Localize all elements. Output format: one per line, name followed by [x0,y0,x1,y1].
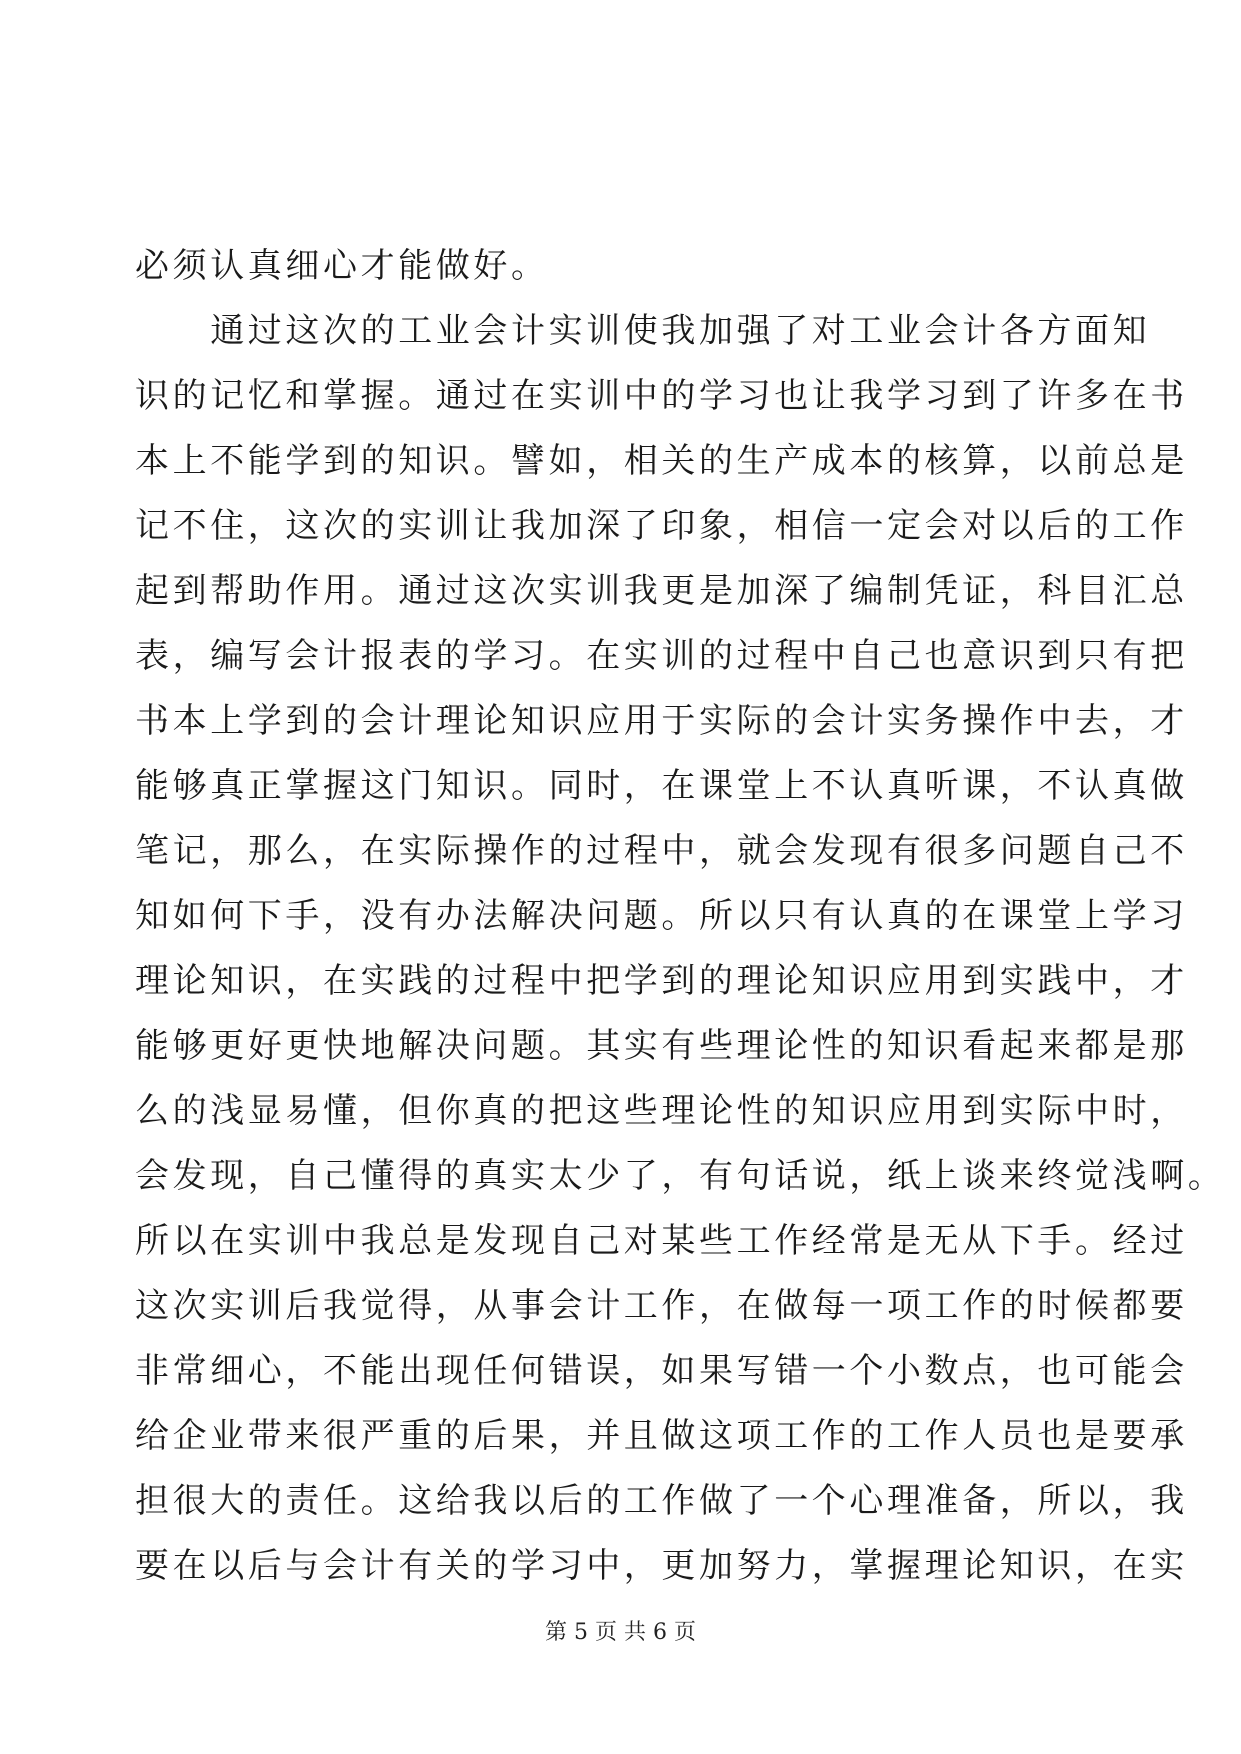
text-line: 书本上学到的会计理论知识应用于实际的会计实务操作中去，才 [135,701,1188,741]
text-line: 知如何下手，没有办法解决问题。所以只有认真的在课堂上学习 [135,896,1188,936]
text-line: 能够真正掌握这门知识。同时，在课堂上不认真听课，不认真做 [135,766,1188,806]
text-line: 么的浅显易懂，但你真的把这些理论性的知识应用到实际中时， [135,1091,1188,1131]
text-line: 本上不能学到的知识。譬如，相关的生产成本的核算，以前总是 [135,441,1188,481]
text-line: 识的记忆和掌握。通过在实训中的学习也让我学习到了许多在书 [135,376,1188,416]
text-line: 给企业带来很严重的后果，并且做这项工作的工作人员也是要承 [135,1416,1188,1456]
page-number-footer: 第 5 页 共 6 页 [545,1620,696,1645]
text-line: 必须认真细心才能做好。 [135,246,549,286]
text-line: 能够更好更快地解决问题。其实有些理论性的知识看起来都是那 [135,1026,1188,1066]
text-line: 记不住，这次的实训让我加深了印象，相信一定会对以后的工作 [135,506,1188,546]
text-line: 要在以后与会计有关的学习中，更加努力，掌握理论知识，在实 [135,1546,1188,1586]
text-line: 通过这次的工业会计实训使我加强了对工业会计各方面知 [135,311,1151,351]
body-text [135,234,1226,1599]
text-line: 起到帮助作用。通过这次实训我更是加深了编制凭证，科目汇总 [135,571,1188,611]
text-line: 笔记，那么，在实际操作的过程中，就会发现有很多问题自己不 [135,831,1188,871]
text-line: 担很大的责任。这给我以后的工作做了一个心理准备，所以，我 [135,1481,1188,1521]
text-line: 表，编写会计报表的学习。在实训的过程中自己也意识到只有把 [135,636,1188,676]
text-line: 所以在实训中我总是发现自己对某些工作经常是无从下手。经过 [135,1221,1188,1261]
text-line: 理论知识，在实践的过程中把学到的理论知识应用到实践中，才 [135,961,1188,1001]
text-line: 非常细心，不能出现任何错误，如果写错一个小数点，也可能会 [135,1351,1188,1391]
text-line: 会发现，自己懂得的真实太少了，有句话说，纸上谈来终觉浅啊。 [135,1156,1226,1196]
text-line: 这次实训后我觉得，从事会计工作，在做每一项工作的时候都要 [135,1286,1188,1326]
